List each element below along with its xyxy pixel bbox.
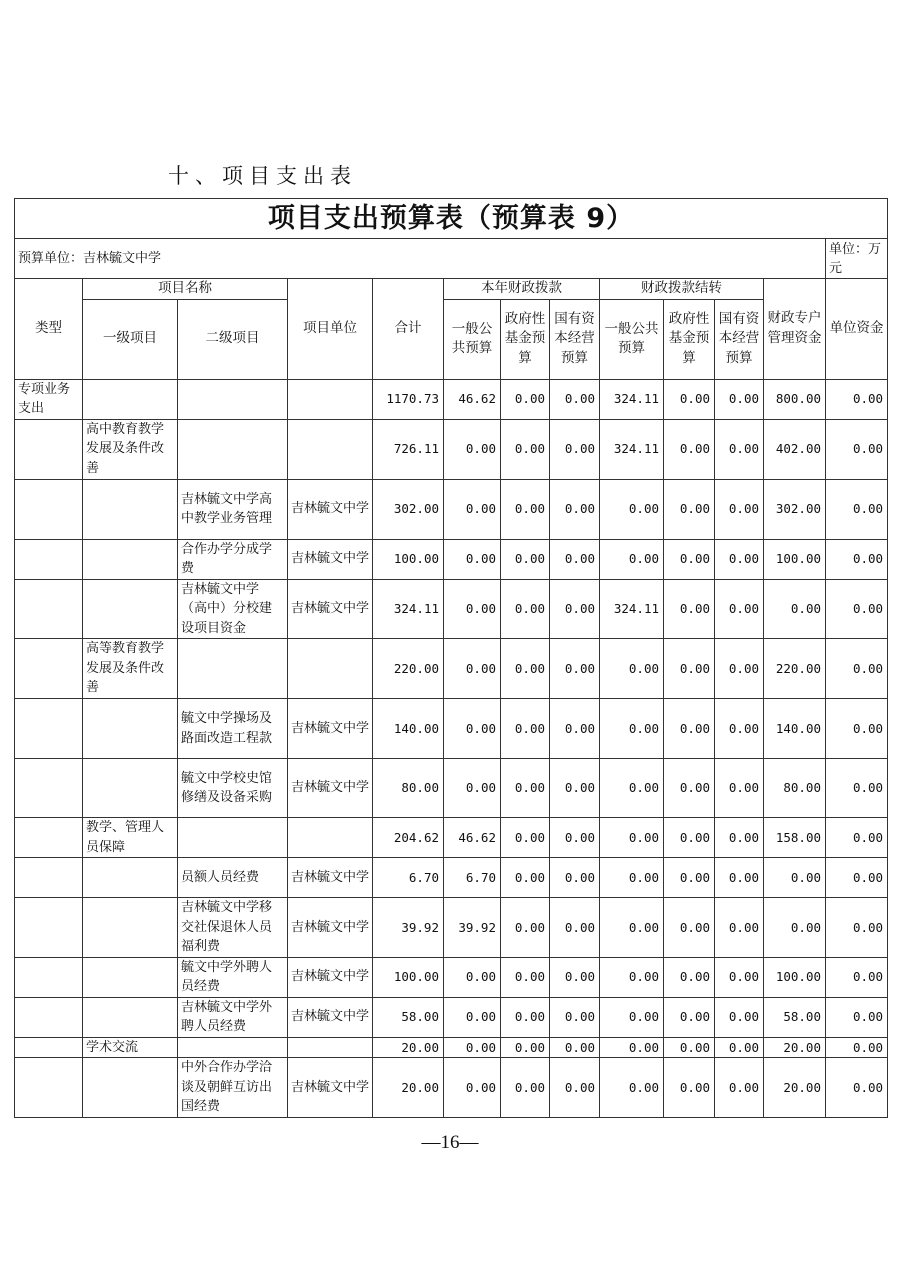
cell-type <box>15 539 83 579</box>
cell-cy-general: 0.00 <box>444 639 501 699</box>
page-number: —16— <box>421 1132 479 1153</box>
cell-level2-project: 毓文中学校史馆修缮及设备采购 <box>178 759 288 818</box>
cell-cy-state-capital: 0.00 <box>550 997 600 1037</box>
cell-project-unit: 吉林毓文中学 <box>288 759 373 818</box>
cell-level2-project <box>178 1037 288 1058</box>
table-row <box>15 539 888 579</box>
cell-cy-general: 0.00 <box>444 699 501 759</box>
cell-cy-general: 0.00 <box>444 759 501 818</box>
cell-total: 39.92 <box>373 898 444 958</box>
cell-co-state-capital: 0.00 <box>715 898 764 958</box>
cell-co-general: 0.00 <box>600 699 664 759</box>
table-row <box>15 759 888 818</box>
table-row <box>15 699 888 759</box>
cell-project-unit <box>288 639 373 699</box>
cell-special-account: 402.00 <box>764 419 826 479</box>
cell-type <box>15 479 83 539</box>
cell-level1-project: 高中教育教学发展及条件改善 <box>83 419 178 479</box>
header-co-gov-fund-budget: 政府性基金预算 <box>664 299 715 379</box>
header-cy-state-capital-budget: 国有资本经营预算 <box>550 299 600 379</box>
header-type: 类型 <box>15 279 83 380</box>
table-row <box>15 858 888 898</box>
cell-special-account: 20.00 <box>764 1058 826 1118</box>
cell-co-gov-fund: 0.00 <box>664 639 715 699</box>
cell-total: 100.00 <box>373 957 444 997</box>
cell-co-gov-fund: 0.00 <box>664 898 715 958</box>
cell-co-state-capital: 0.00 <box>715 699 764 759</box>
cell-total: 140.00 <box>373 699 444 759</box>
cell-co-general: 0.00 <box>600 997 664 1037</box>
cell-cy-general: 0.00 <box>444 419 501 479</box>
cell-project-unit: 吉林毓文中学 <box>288 699 373 759</box>
cell-project-unit: 吉林毓文中学 <box>288 997 373 1037</box>
budget-unit-label: 预算单位：吉林毓文中学 <box>15 239 826 279</box>
cell-unit-funds: 0.00 <box>826 379 888 419</box>
cell-special-account: 0.00 <box>764 579 826 639</box>
cell-cy-state-capital: 0.00 <box>550 818 600 858</box>
cell-cy-gov-fund: 0.00 <box>501 858 550 898</box>
cell-level2-project: 毓文中学操场及路面改造工程款 <box>178 699 288 759</box>
header-special-account-funds: 财政专户管理资金 <box>764 279 826 380</box>
table-row <box>15 1058 888 1118</box>
cell-cy-general: 6.70 <box>444 858 501 898</box>
cell-co-general: 0.00 <box>600 818 664 858</box>
cell-cy-general: 0.00 <box>444 539 501 579</box>
cell-special-account: 220.00 <box>764 639 826 699</box>
cell-type: 专项业务支出 <box>15 379 83 419</box>
cell-co-general: 0.00 <box>600 858 664 898</box>
cell-co-state-capital: 0.00 <box>715 479 764 539</box>
cell-co-gov-fund: 0.00 <box>664 539 715 579</box>
cell-level2-project: 合作办学分成学费 <box>178 539 288 579</box>
header-unit-funds: 单位资金 <box>826 279 888 380</box>
cell-level2-project: 员额人员经费 <box>178 858 288 898</box>
cell-special-account: 80.00 <box>764 759 826 818</box>
table-row <box>15 639 888 699</box>
currency-unit-label: 单位：万元 <box>826 239 888 279</box>
cell-level1-project: 高等教育教学发展及条件改善 <box>83 639 178 699</box>
cell-total: 204.62 <box>373 818 444 858</box>
cell-cy-general: 46.62 <box>444 379 501 419</box>
cell-co-gov-fund: 0.00 <box>664 419 715 479</box>
cell-co-state-capital: 0.00 <box>715 818 764 858</box>
cell-special-account: 100.00 <box>764 957 826 997</box>
header-appropriation-carryover: 财政拨款结转 <box>600 279 764 300</box>
cell-co-state-capital: 0.00 <box>715 858 764 898</box>
project-expenditure-budget-table <box>14 198 888 1118</box>
cell-co-general: 0.00 <box>600 957 664 997</box>
cell-total: 302.00 <box>373 479 444 539</box>
cell-co-general: 0.00 <box>600 1037 664 1058</box>
header-cy-general-budget: 一般公共预算 <box>444 299 501 379</box>
cell-cy-general: 0.00 <box>444 1037 501 1058</box>
cell-cy-general: 39.92 <box>444 898 501 958</box>
cell-cy-state-capital: 0.00 <box>550 858 600 898</box>
cell-co-general: 324.11 <box>600 419 664 479</box>
cell-project-unit: 吉林毓文中学 <box>288 579 373 639</box>
cell-level2-project <box>178 639 288 699</box>
table-title: 项目支出预算表（预算表 9） <box>15 199 888 239</box>
cell-type <box>15 1037 83 1058</box>
table-row <box>15 898 888 958</box>
cell-co-general: 0.00 <box>600 759 664 818</box>
cell-cy-general: 0.00 <box>444 957 501 997</box>
cell-co-state-capital: 0.00 <box>715 759 764 818</box>
header-co-general-budget: 一般公共预算 <box>600 299 664 379</box>
cell-level1-project <box>83 539 178 579</box>
cell-co-state-capital: 0.00 <box>715 579 764 639</box>
cell-cy-state-capital: 0.00 <box>550 379 600 419</box>
cell-type <box>15 858 83 898</box>
cell-co-gov-fund: 0.00 <box>664 1058 715 1118</box>
cell-level1-project <box>83 898 178 958</box>
cell-co-general: 0.00 <box>600 539 664 579</box>
section-title: 十、项目支出表 <box>168 164 357 188</box>
cell-level1-project <box>83 579 178 639</box>
cell-cy-gov-fund: 0.00 <box>501 699 550 759</box>
cell-cy-general: 0.00 <box>444 479 501 539</box>
cell-unit-funds: 0.00 <box>826 579 888 639</box>
cell-co-general: 0.00 <box>600 639 664 699</box>
cell-cy-gov-fund: 0.00 <box>501 957 550 997</box>
cell-cy-state-capital: 0.00 <box>550 957 600 997</box>
table-row <box>15 379 888 419</box>
cell-cy-gov-fund: 0.00 <box>501 759 550 818</box>
cell-special-account: 20.00 <box>764 1037 826 1058</box>
cell-unit-funds: 0.00 <box>826 699 888 759</box>
cell-level1-project: 学术交流 <box>83 1037 178 1058</box>
cell-co-gov-fund: 0.00 <box>664 997 715 1037</box>
cell-cy-state-capital: 0.00 <box>550 539 600 579</box>
cell-level2-project: 吉林毓文中学外聘人员经费 <box>178 997 288 1037</box>
cell-co-gov-fund: 0.00 <box>664 479 715 539</box>
header-level2-project: 二级项目 <box>178 299 288 379</box>
cell-level1-project <box>83 957 178 997</box>
cell-level2-project: 吉林毓文中学移交社保退休人员福利费 <box>178 898 288 958</box>
cell-type <box>15 639 83 699</box>
cell-type <box>15 997 83 1037</box>
cell-cy-gov-fund: 0.00 <box>501 479 550 539</box>
cell-project-unit: 吉林毓文中学 <box>288 1058 373 1118</box>
cell-total: 80.00 <box>373 759 444 818</box>
cell-total: 1170.73 <box>373 379 444 419</box>
cell-cy-general: 0.00 <box>444 579 501 639</box>
cell-cy-gov-fund: 0.00 <box>501 898 550 958</box>
cell-unit-funds: 0.00 <box>826 1037 888 1058</box>
cell-unit-funds: 0.00 <box>826 997 888 1037</box>
cell-total: 58.00 <box>373 997 444 1037</box>
cell-co-gov-fund: 0.00 <box>664 858 715 898</box>
cell-co-state-capital: 0.00 <box>715 997 764 1037</box>
cell-special-account: 0.00 <box>764 858 826 898</box>
table-row <box>15 997 888 1037</box>
cell-co-gov-fund: 0.00 <box>664 818 715 858</box>
cell-total: 220.00 <box>373 639 444 699</box>
cell-level2-project <box>178 818 288 858</box>
cell-project-unit <box>288 818 373 858</box>
cell-special-account: 140.00 <box>764 699 826 759</box>
cell-total: 100.00 <box>373 539 444 579</box>
cell-unit-funds: 0.00 <box>826 639 888 699</box>
cell-co-gov-fund: 0.00 <box>664 579 715 639</box>
cell-co-general: 0.00 <box>600 1058 664 1118</box>
cell-project-unit: 吉林毓文中学 <box>288 957 373 997</box>
cell-cy-gov-fund: 0.00 <box>501 1058 550 1118</box>
cell-cy-state-capital: 0.00 <box>550 1037 600 1058</box>
cell-project-unit: 吉林毓文中学 <box>288 898 373 958</box>
cell-cy-gov-fund: 0.00 <box>501 379 550 419</box>
cell-total: 20.00 <box>373 1058 444 1118</box>
cell-level2-project: 吉林毓文中学（高中）分校建设项目资金 <box>178 579 288 639</box>
table-row <box>15 818 888 858</box>
cell-special-account: 800.00 <box>764 379 826 419</box>
cell-type <box>15 419 83 479</box>
cell-cy-state-capital: 0.00 <box>550 699 600 759</box>
header-co-state-capital-budget: 国有资本经营预算 <box>715 299 764 379</box>
cell-total: 6.70 <box>373 858 444 898</box>
cell-co-general: 0.00 <box>600 479 664 539</box>
cell-co-general: 324.11 <box>600 379 664 419</box>
cell-project-unit: 吉林毓文中学 <box>288 539 373 579</box>
cell-co-state-capital: 0.00 <box>715 1058 764 1118</box>
cell-project-unit <box>288 419 373 479</box>
cell-special-account: 100.00 <box>764 539 826 579</box>
cell-project-unit <box>288 1037 373 1058</box>
cell-co-state-capital: 0.00 <box>715 1037 764 1058</box>
cell-cy-gov-fund: 0.00 <box>501 539 550 579</box>
cell-unit-funds: 0.00 <box>826 419 888 479</box>
header-current-year-appropriation: 本年财政拨款 <box>444 279 600 300</box>
cell-type <box>15 759 83 818</box>
cell-type <box>15 699 83 759</box>
cell-unit-funds: 0.00 <box>826 479 888 539</box>
cell-cy-state-capital: 0.00 <box>550 759 600 818</box>
cell-special-account: 302.00 <box>764 479 826 539</box>
cell-level1-project <box>83 379 178 419</box>
cell-cy-gov-fund: 0.00 <box>501 997 550 1037</box>
table-row <box>15 579 888 639</box>
header-total: 合计 <box>373 279 444 380</box>
cell-cy-gov-fund: 0.00 <box>501 639 550 699</box>
cell-type <box>15 818 83 858</box>
cell-type <box>15 1058 83 1118</box>
table-row <box>15 957 888 997</box>
cell-level2-project <box>178 419 288 479</box>
cell-special-account: 158.00 <box>764 818 826 858</box>
cell-type <box>15 957 83 997</box>
cell-project-unit: 吉林毓文中学 <box>288 858 373 898</box>
cell-unit-funds: 0.00 <box>826 539 888 579</box>
header-project-unit: 项目单位 <box>288 279 373 380</box>
header-level1-project: 一级项目 <box>83 299 178 379</box>
cell-cy-gov-fund: 0.00 <box>501 579 550 639</box>
cell-co-general: 324.11 <box>600 579 664 639</box>
cell-type <box>15 898 83 958</box>
cell-level1-project: 教学、管理人员保障 <box>83 818 178 858</box>
cell-level2-project: 吉林毓文中学高中教学业务管理 <box>178 479 288 539</box>
table-row <box>15 419 888 479</box>
header-cy-gov-fund-budget: 政府性基金预算 <box>501 299 550 379</box>
cell-unit-funds: 0.00 <box>826 1058 888 1118</box>
cell-cy-state-capital: 0.00 <box>550 579 600 639</box>
cell-unit-funds: 0.00 <box>826 818 888 858</box>
cell-cy-gov-fund: 0.00 <box>501 1037 550 1058</box>
table-row <box>15 479 888 539</box>
cell-total: 726.11 <box>373 419 444 479</box>
cell-unit-funds: 0.00 <box>826 858 888 898</box>
cell-level2-project <box>178 379 288 419</box>
cell-type <box>15 579 83 639</box>
cell-cy-state-capital: 0.00 <box>550 479 600 539</box>
header-project-name: 项目名称 <box>83 279 288 300</box>
cell-unit-funds: 0.00 <box>826 898 888 958</box>
cell-cy-state-capital: 0.00 <box>550 1058 600 1118</box>
cell-level1-project <box>83 1058 178 1118</box>
cell-cy-general: 0.00 <box>444 1058 501 1118</box>
cell-co-gov-fund: 0.00 <box>664 699 715 759</box>
cell-project-unit: 吉林毓文中学 <box>288 479 373 539</box>
cell-cy-general: 0.00 <box>444 997 501 1037</box>
cell-cy-state-capital: 0.00 <box>550 639 600 699</box>
cell-special-account: 58.00 <box>764 997 826 1037</box>
cell-level1-project <box>83 699 178 759</box>
cell-total: 324.11 <box>373 579 444 639</box>
cell-co-state-capital: 0.00 <box>715 539 764 579</box>
cell-level1-project <box>83 479 178 539</box>
cell-project-unit <box>288 379 373 419</box>
cell-level2-project: 毓文中学外聘人员经费 <box>178 957 288 997</box>
cell-co-gov-fund: 0.00 <box>664 1037 715 1058</box>
cell-level1-project <box>83 759 178 818</box>
cell-cy-gov-fund: 0.00 <box>501 419 550 479</box>
cell-co-state-capital: 0.00 <box>715 379 764 419</box>
cell-level1-project <box>83 997 178 1037</box>
cell-special-account: 0.00 <box>764 898 826 958</box>
cell-cy-gov-fund: 0.00 <box>501 818 550 858</box>
cell-co-state-capital: 0.00 <box>715 957 764 997</box>
cell-total: 20.00 <box>373 1037 444 1058</box>
cell-co-gov-fund: 0.00 <box>664 379 715 419</box>
table-row <box>15 1037 888 1058</box>
cell-unit-funds: 0.00 <box>826 957 888 997</box>
cell-level2-project: 中外合作办学洽谈及朝鲜互访出国经费 <box>178 1058 288 1118</box>
cell-co-gov-fund: 0.00 <box>664 759 715 818</box>
cell-cy-general: 46.62 <box>444 818 501 858</box>
cell-cy-state-capital: 0.00 <box>550 898 600 958</box>
cell-cy-state-capital: 0.00 <box>550 419 600 479</box>
cell-co-state-capital: 0.00 <box>715 639 764 699</box>
cell-unit-funds: 0.00 <box>826 759 888 818</box>
cell-co-state-capital: 0.00 <box>715 419 764 479</box>
cell-co-general: 0.00 <box>600 898 664 958</box>
cell-level1-project <box>83 858 178 898</box>
cell-co-gov-fund: 0.00 <box>664 957 715 997</box>
